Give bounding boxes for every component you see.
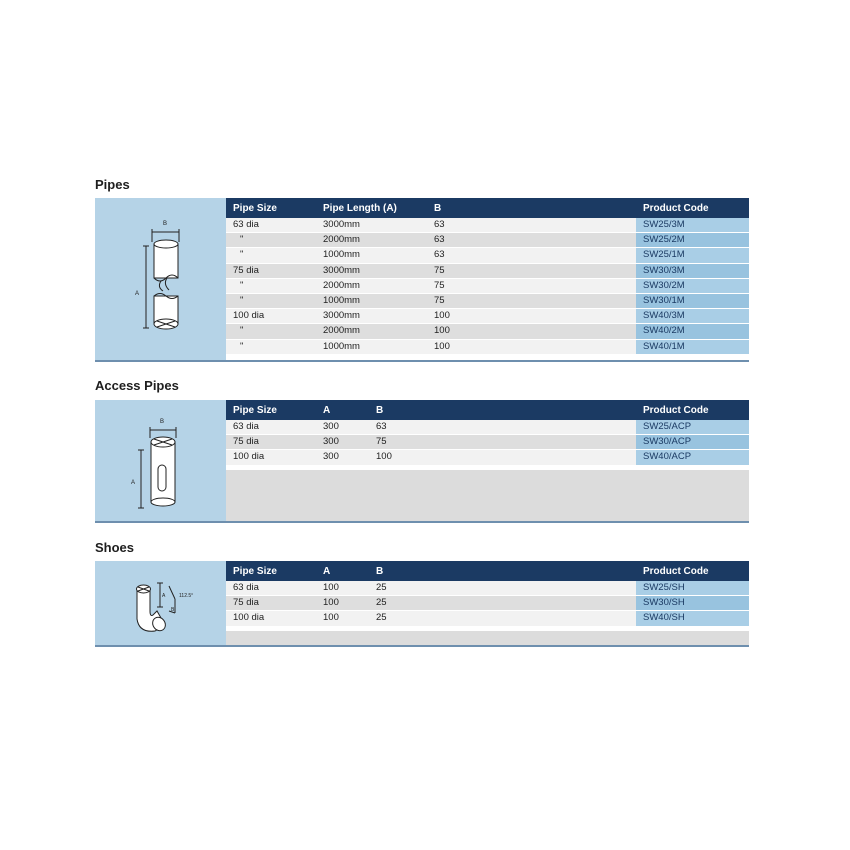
header-a: A xyxy=(316,561,369,581)
cell-value-a: 100 xyxy=(316,581,369,596)
cell-pipe-size: 100 dia xyxy=(226,309,316,324)
cell-value-a: 300 xyxy=(316,435,369,450)
svg-text:B: B xyxy=(171,607,175,613)
header-product-code: Product Code xyxy=(636,400,749,420)
cell-product-code: SW30/2M xyxy=(636,278,749,293)
cell-product-code: SW40/1M xyxy=(636,339,749,354)
table-row xyxy=(226,248,749,263)
svg-text:A: A xyxy=(162,593,166,599)
table-row xyxy=(226,450,749,465)
cell-pipe-size: 75 dia xyxy=(226,435,316,450)
access-pipes-diagram xyxy=(95,400,226,523)
cell-value-a: 1000mm xyxy=(316,248,427,263)
cell-value-b: 63 xyxy=(427,233,636,248)
cell-product-code: SW30/ACP xyxy=(636,435,749,450)
access-pipes-panel xyxy=(95,400,749,523)
cell-pipe-size: " xyxy=(226,233,316,248)
cell-product-code: SW25/ACP xyxy=(636,420,749,435)
table-row xyxy=(226,309,749,324)
table-filler xyxy=(226,470,749,521)
pipe-diagram-icon xyxy=(95,198,226,362)
divider xyxy=(95,645,749,647)
table-header-row xyxy=(226,561,749,581)
svg-text:112.5°: 112.5° xyxy=(179,593,194,599)
cell-pipe-size: " xyxy=(226,278,316,293)
table-header-row xyxy=(226,198,749,218)
section-title-pipes: Pipes xyxy=(95,177,130,192)
svg-text:B: B xyxy=(163,221,168,227)
cell-value-a: 2000mm xyxy=(316,324,427,339)
cell-value-a: 100 xyxy=(316,596,369,611)
cell-value-a: 2000mm xyxy=(316,278,427,293)
table-row xyxy=(226,611,749,626)
cell-value-b: 75 xyxy=(427,293,636,308)
table-filler xyxy=(226,631,749,645)
header-product-code: Product Code xyxy=(636,561,749,581)
cell-value-b: 63 xyxy=(427,218,636,233)
cell-product-code: SW25/2M xyxy=(636,233,749,248)
cell-value-a: 3000mm xyxy=(316,218,427,233)
cell-value-b: 75 xyxy=(369,435,636,450)
cell-value-a: 1000mm xyxy=(316,339,427,354)
cell-pipe-size: " xyxy=(226,324,316,339)
cell-product-code: SW25/3M xyxy=(636,218,749,233)
cell-product-code: SW40/ACP xyxy=(636,450,749,465)
table-row xyxy=(226,324,749,339)
header-b: B xyxy=(369,561,636,581)
pipes-panel xyxy=(95,198,749,362)
cell-pipe-size: 100 dia xyxy=(226,450,316,465)
cell-pipe-size: 63 dia xyxy=(226,218,316,233)
access-pipe-diagram-icon xyxy=(95,400,226,523)
shoes-panel xyxy=(95,561,749,647)
cell-pipe-size: 75 dia xyxy=(226,263,316,278)
cell-value-a: 300 xyxy=(316,420,369,435)
cell-value-a: 3000mm xyxy=(316,309,427,324)
cell-value-b: 100 xyxy=(427,324,636,339)
svg-text:A: A xyxy=(131,480,136,486)
section-title-access-pipes: Access Pipes xyxy=(95,378,179,393)
cell-product-code: SW40/2M xyxy=(636,324,749,339)
cell-pipe-size: " xyxy=(226,293,316,308)
pipes-diagram xyxy=(95,198,226,362)
cell-value-a: 100 xyxy=(316,611,369,626)
table-row xyxy=(226,263,749,278)
cell-value-b: 63 xyxy=(427,248,636,263)
cell-pipe-size: 63 dia xyxy=(226,581,316,596)
cell-pipe-size: " xyxy=(226,339,316,354)
svg-text:A: A xyxy=(135,291,140,297)
cell-pipe-size: 75 dia xyxy=(226,596,316,611)
header-pipe-length: Pipe Length (A) xyxy=(316,198,427,218)
cell-value-b: 25 xyxy=(369,611,636,626)
divider xyxy=(95,360,749,362)
pipes-table xyxy=(226,198,749,355)
divider xyxy=(95,521,749,523)
cell-value-b: 25 xyxy=(369,596,636,611)
table-row xyxy=(226,293,749,308)
table-row xyxy=(226,339,749,354)
cell-value-b: 63 xyxy=(369,420,636,435)
cell-value-a: 300 xyxy=(316,450,369,465)
cell-value-b: 100 xyxy=(427,339,636,354)
cell-product-code: SW40/3M xyxy=(636,309,749,324)
svg-text:B: B xyxy=(160,419,165,425)
cell-product-code: SW25/1M xyxy=(636,248,749,263)
table-row xyxy=(226,581,749,596)
cell-product-code: SW30/3M xyxy=(636,263,749,278)
cell-pipe-size: 63 dia xyxy=(226,420,316,435)
header-pipe-size: Pipe Size xyxy=(226,198,316,218)
header-b: B xyxy=(369,400,636,420)
cell-value-b: 100 xyxy=(369,450,636,465)
cell-value-a: 2000mm xyxy=(316,233,427,248)
cell-value-b: 100 xyxy=(427,309,636,324)
table-row xyxy=(226,596,749,611)
cell-pipe-size: " xyxy=(226,248,316,263)
header-a: A xyxy=(316,400,369,420)
cell-product-code: SW25/SH xyxy=(636,581,749,596)
shoes-diagram xyxy=(95,561,226,647)
cell-value-b: 75 xyxy=(427,278,636,293)
section-title-shoes: Shoes xyxy=(95,540,135,555)
cell-value-b: 25 xyxy=(369,581,636,596)
cell-value-b: 75 xyxy=(427,263,636,278)
shoes-table xyxy=(226,561,749,627)
header-b: B xyxy=(427,198,636,218)
table-row xyxy=(226,233,749,248)
cell-product-code: SW30/SH xyxy=(636,596,749,611)
cell-product-code: SW30/1M xyxy=(636,293,749,308)
cell-value-a: 1000mm xyxy=(316,293,427,308)
header-pipe-size: Pipe Size xyxy=(226,561,316,581)
table-row xyxy=(226,420,749,435)
header-pipe-size: Pipe Size xyxy=(226,400,316,420)
shoe-diagram-icon xyxy=(95,561,226,647)
header-product-code: Product Code xyxy=(636,198,749,218)
table-header-row xyxy=(226,400,749,420)
table-row xyxy=(226,218,749,233)
access-pipes-table xyxy=(226,400,749,466)
table-row xyxy=(226,435,749,450)
table-row xyxy=(226,278,749,293)
cell-product-code: SW40/SH xyxy=(636,611,749,626)
cell-pipe-size: 100 dia xyxy=(226,611,316,626)
cell-value-a: 3000mm xyxy=(316,263,427,278)
